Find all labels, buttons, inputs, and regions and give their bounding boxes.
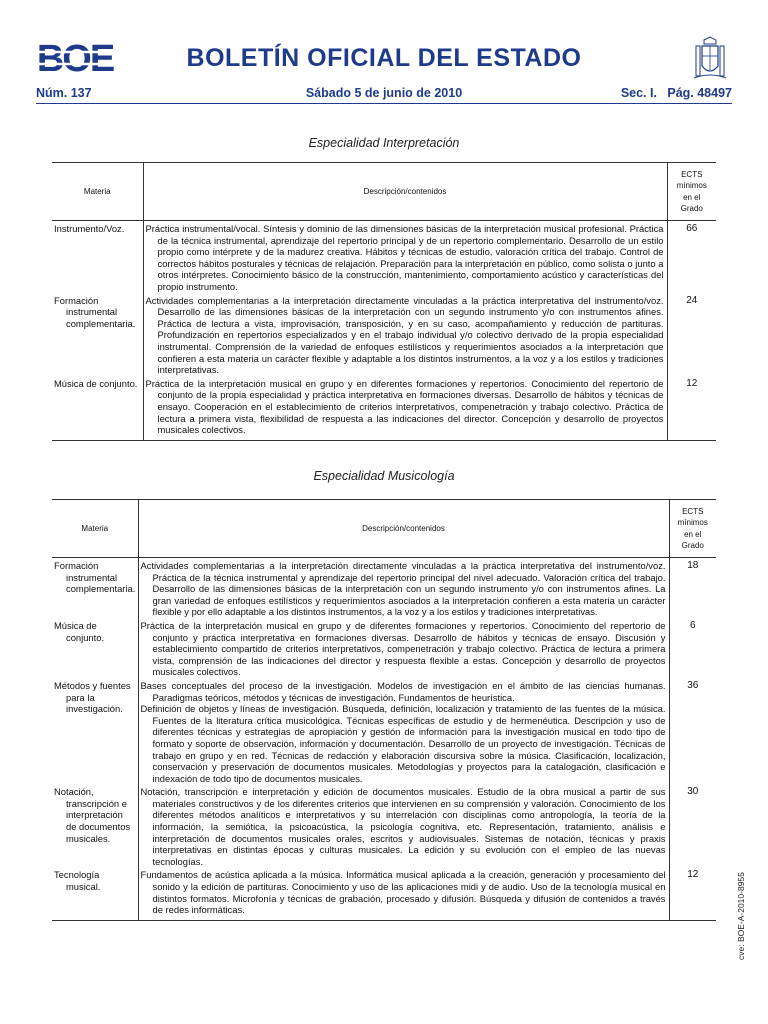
descripcion-cell: Práctica de la interpretación musical en grupo y en diferentes formaciones y repertorios. Conocimiento del repertorio de conjunto de la propia especialidad y práctica interpretativa en formaciones diversas. Desarrollo de hábitos y técnicas de ensayo. Cooperación en el establecimiento de criterios interpretativos, compenetración y trabajo colectivo. Práctica de lectura a primera vista, flexibilidad de respuesta a las indicaciones del director. Concepción y desarrollo de proyectos musicales colectivos. bbox=[145, 377, 664, 436]
table-row bbox=[52, 618, 716, 678]
table-row bbox=[52, 784, 716, 867]
issue-date: Sábado 5 de junio de 2010 bbox=[305, 86, 463, 100]
table-header-row bbox=[52, 163, 716, 221]
ects-cell: 36 bbox=[687, 679, 699, 691]
table-row bbox=[52, 678, 716, 784]
table-header-row bbox=[52, 500, 716, 558]
section-caption: Especialidad Musicología bbox=[313, 469, 455, 483]
ects-cell: 66 bbox=[686, 223, 698, 234]
table-row bbox=[52, 558, 716, 618]
table-row bbox=[52, 867, 716, 920]
table-row bbox=[52, 376, 716, 440]
issue-number: Núm. 137 bbox=[36, 86, 92, 100]
subjects-table bbox=[52, 162, 716, 441]
materia-cell: Música de conjunto. bbox=[54, 377, 138, 389]
subjects-table bbox=[52, 499, 716, 921]
header-materia: Materia bbox=[52, 500, 138, 558]
materia-cell: Instrumento/Voz. bbox=[54, 223, 125, 234]
descripcion-cell: Práctica de la interpretación musical en grupo y de diferentes formaciones y repertorios. Conocimiento del repertorio de conjunto y práctica interpretativa en formaciones diversas. Desarrollo de hábitos y técnicas de ensayo. Discusión y establecimiento compartido de criterios interpretativos, compenetración y trabajo colectivo. Práctica de lectura a primera vista, comprensión de las indicaciones del director y respuesta flexible a estas. Concepción y desarrollo de proyectos musicales colectivos. bbox=[140, 619, 666, 678]
materia-cell: Tecnología musical. bbox=[54, 869, 101, 893]
header-descripcion: Descripción/contenidos bbox=[138, 500, 669, 558]
section-caption: Especialidad Interpretación bbox=[308, 136, 460, 150]
header-ects: ECTS mínimos en el Grado bbox=[669, 500, 716, 558]
ects-cell: 30 bbox=[687, 786, 699, 798]
descripcion-cell: Notación, transcripción e interpretación y edición de documentos musicales. Estudio de la obra musical a partir de sus materiales constructivos y de los diferentes criterios que intervienen en su comprensión y valoración. Conocimiento de los diferentes métodos analíticos e interpretativos y su interrelación con disciplinas como antropología, la teoría de la información, la semiótica, la psicoacústica, la psicología cognitiva, etc. Representación, tratamiento, análisis e interpretación de documentos musicales orales, escritos y audiovisuales. Sistemas de notación, técnicas y praxis interpretativas en distintas épocas y culturas musicales. La edición y su evolución con el empleo de las nuevas tecnologías. bbox=[140, 786, 666, 867]
ects-cell: 6 bbox=[689, 619, 696, 631]
table-row bbox=[52, 293, 716, 376]
materia-cell: Métodos y fuentes para la investigación. bbox=[54, 679, 131, 715]
svg-text:BOE: BOE bbox=[36, 40, 114, 76]
header-ects: ECTS mínimos en el Grado bbox=[667, 163, 716, 221]
header-materia: Materia bbox=[52, 163, 143, 221]
materia-cell: Formación instrumental complementaria. bbox=[54, 294, 136, 329]
descripcion-cell: Definición de objetos y líneas de investigación. Búsqueda, definición, localización y tratamiento de las fuentes de la música. Fuentes de la literatura crítica musicológica. Técnicas específicas de estudio y de hermenéutica. Descripción y uso de diferentes técnicas y estrategias de apropiación y gestión de información para la investigación musical en todo tipo de formato y soporte de observación, información y documentación. Desarrollo de un proyecto de investigación. Técnicas de trabajo en grupo y en red. Técnicas de redacción y elaboración discursiva sobre la música. Clasificación, localización, conservación y preservación de documentos musicales. Metodologías y proyectos para la catalogación, clasificación e indexación de todo tipo de documentos musicales. bbox=[140, 703, 666, 784]
coat-of-arms-icon bbox=[692, 36, 728, 82]
ects-cell: 12 bbox=[669, 867, 716, 920]
descripcion-cell: Práctica instrumental/vocal. Síntesis y dominio de las dimensiones básicas de la interpretación musical profesional. Práctica de la técnica instrumental, aprendizaje del repertorio principal y de un repertorio complementario. Desarrollo de un estilo propio como intérprete y de la madurez creativa. Hábitos y técnicas de estudio, valoración crítica del trabajo. Control de correctos hábitos posturales y técnicas de relajación. Preparación para la interpretación en público, como solista o junto a otros intérpretes. Conocimiento básico de la construcción, mantenimiento, comportamiento acústico y características del propio instrumento. bbox=[145, 223, 664, 292]
descripcion-cell: Actividades complementarias a la interpretación directamente vinculadas a la práctica interpretativa del instrumento/voz. Desarrollo de las dimensiones básicas de la interpretación con un segundo instrumento y/o con instrumentos afines. Práctica de lectura a vista, improvisación, transposición, y en su caso, acompañamiento y reducción de partituras. Profundización en repertorios especializados y en el trabajo individual y/o colectivo derivado de la propia especialidad instrumental. Comprensión de la variedad de enfoques estilísticos y requerimientos asociados a la interpretación que confieren a esta materia un carácter flexible y adaptable a los distintos instrumentos, a la voz y a los estilos y tradiciones interpretativas. bbox=[145, 294, 664, 376]
ects-cell: 12 bbox=[667, 376, 716, 440]
header-descripcion: Descripción/contenidos bbox=[143, 163, 667, 221]
table-row bbox=[52, 221, 716, 293]
materia-cell: Formación instrumental complementaria. bbox=[54, 560, 136, 595]
materia-cell: Música de conjunto. bbox=[54, 619, 105, 643]
descripcion-cell: Bases conceptuales del proceso de la investigación. Modelos de investigación en el ámbito de las ciencias humanas. Paradigmas teóricos, métodos y técnicas de investigación. Fundamentos de heurística. bbox=[140, 679, 666, 703]
header-rule bbox=[36, 103, 732, 104]
masthead-title: BOLETÍN OFICIAL DEL ESTADO bbox=[186, 44, 582, 72]
section-page: Sec. I. Pág. 48497 bbox=[620, 86, 732, 100]
materia-cell: Notación, transcripción e interpretación de documentos musicales. bbox=[54, 786, 131, 844]
cve-identifier: cve: BOE-A-2010-8955 bbox=[736, 872, 746, 960]
descripcion-cell: Fundamentos de acústica aplicada a la música. Informática musical aplicada a la creación, generación y procesamiento del sonido y la edición de partituras. Conocimiento y uso de las aplicaciones midi y de audio. Uso de la tecnología musical en distintos formatos. Microfonía y técnicas de grabación, procesado y difusión. Búsqueda y difusión de contenidos a través de redes informáticas. bbox=[140, 869, 666, 916]
ects-cell: 18 bbox=[687, 560, 699, 571]
ects-cell: 24 bbox=[686, 294, 698, 306]
descripcion-cell: Actividades complementarias a la interpretación directamente vinculadas a la práctica interpretativa del instrumento/voz. Práctica de la técnica instrumental y aprendizaje del repertorio principal del nivel adecuado. Valoración crítica del trabajo. Desarrollo de las dimensiones básicas de la interpretación con un segundo instrumento y/o con instrumentos afines. La gran variedad de enfoques estilísticos y requerimientos asociados a la interpretación confieren a esta materia un carácter flexible y por ello adaptable a los distintos instrumentos, a la voz y a los estilos y tradiciones interpretativas. bbox=[140, 560, 666, 618]
